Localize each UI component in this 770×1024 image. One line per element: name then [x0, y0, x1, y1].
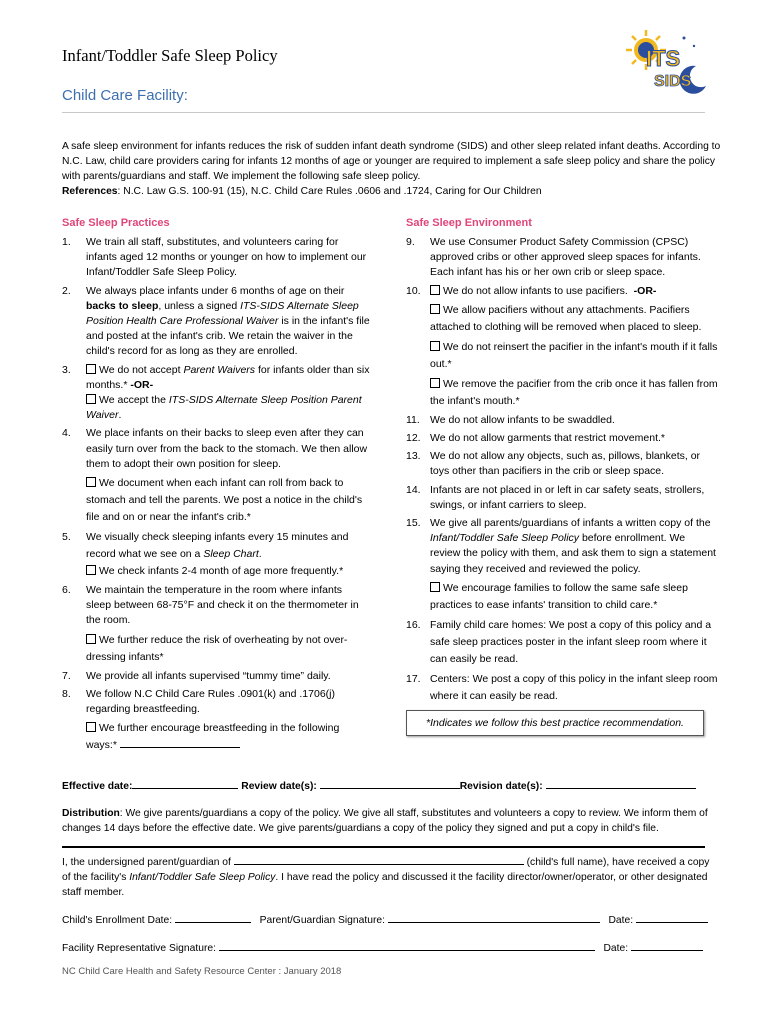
or-label: -OR- [633, 284, 657, 297]
item-number: 1. [62, 236, 71, 248]
facility-name-line[interactable] [62, 112, 705, 113]
checkbox[interactable] [86, 722, 96, 732]
checkbox[interactable] [86, 565, 96, 575]
revision-date-label: Revision date(s): [459, 781, 543, 792]
sub-option-text: We document when each infant can roll from back to stomach and tell the parents. We post a notice in the child's file and on or near the infant's crib.* [86, 477, 363, 524]
checkbox[interactable] [430, 304, 440, 314]
parent-signature-field[interactable] [388, 912, 600, 923]
item-number: 8. [62, 687, 71, 700]
sub-option-text: We allow pacifiers without any attachments. Pacifiers attached to clothing will be removed when placed to sleep. [430, 303, 702, 333]
facility-signature-label: Facility Representative Signature: [62, 943, 216, 954]
breastfeeding-ways-field[interactable] [120, 737, 240, 748]
list-item [406, 617, 718, 668]
consent-text-italic: Infant/Toddler Safe Sleep Policy [129, 872, 276, 883]
its-sids-logo [626, 28, 716, 94]
enrollment-row [62, 912, 712, 926]
consent-text: . I have read the policy and discussed it the facility director/owner/operator, or other designated staff member. [62, 872, 708, 898]
checkbox[interactable] [86, 477, 96, 487]
item-number: 11. [406, 413, 420, 426]
item-text-italic: ITS-SIDS Alternate Sleep Position Parent Waiver [86, 394, 362, 422]
practices-heading: Safe Sleep Practices [62, 217, 170, 229]
item-text: We follow N.C Child Care Rules .0901(k) and .1706(j) regarding breastfeeding. [86, 687, 335, 716]
consent-text: (child's full name), have received a copy of the facility's [62, 857, 710, 883]
item-text-italic: ITS-SIDS Alternate Sleep Position Health Care Professional Waiver [86, 299, 359, 328]
list-item [406, 483, 718, 513]
distribution-paragraph [62, 806, 712, 836]
checkbox[interactable] [430, 582, 440, 592]
sub-option [406, 339, 718, 373]
list-item [406, 516, 718, 577]
item-text: is in the infant's file and posted at the infant's crib. We retain the waiver in the child's record for as long as they are enrolled. [86, 315, 370, 358]
facility-date-field[interactable] [631, 940, 703, 951]
sub-option-text: We further encourage breastfeeding in the following ways:* [86, 722, 340, 752]
effective-date-label: Effective date: [62, 781, 133, 792]
intro-text: A safe sleep environment for infants reduces the risk of sudden infant death syndrome (SIDS) and other sleep related infant deaths. According to N.C. Law, child care providers caring for infants 12 months of age or younger are required to implement a safe sleep policy and share the policy with parents/guardians and staff. We implement the following safe sleep policy. [62, 141, 721, 182]
document-title: Infant/Toddler Safe Sleep Policy [62, 46, 278, 65]
logo-text-top: ITS [646, 46, 681, 71]
parent-date-field[interactable] [636, 912, 708, 923]
item-text: We provide all infants supervised “tummy time” daily. [86, 669, 331, 682]
distribution-text: : We give parents/guardians a copy of the policy. We give all staff, substitutes and volunteers a copy to review. We inform them of changes 14 days before the effective date. We give parents/guardians a copy of the policy they signed and put a copy in child's file. [62, 808, 708, 834]
sub-option [406, 376, 718, 410]
list-item [62, 583, 370, 629]
checkbox[interactable] [86, 364, 96, 374]
list-item [62, 529, 370, 580]
enrollment-date-field[interactable] [175, 912, 251, 923]
list-item [62, 235, 370, 281]
sub-option-text: We check infants 2-4 month of age more frequently.* [99, 565, 344, 578]
item-number: 10. [406, 284, 421, 297]
dates-row [62, 778, 712, 792]
item-number: 15. [406, 517, 421, 530]
list-item [406, 413, 718, 428]
enrollment-date-label: Child's Enrollment Date: [62, 915, 173, 926]
list-item [406, 671, 718, 705]
revision-date-field[interactable] [546, 778, 696, 789]
item-text-italic: Sleep Chart [203, 548, 259, 561]
item-text: We do not accept [99, 363, 184, 376]
item-number: 7. [62, 669, 71, 682]
review-date-label: Review date(s): [241, 781, 317, 792]
logo-text-bottom: SIDS [654, 73, 692, 90]
item-number: 2. [62, 284, 71, 297]
footer-text: NC Child Care Health and Safety Resource Center : January 2018 [62, 966, 342, 977]
checkbox[interactable] [430, 378, 440, 388]
intro-paragraph [62, 139, 722, 199]
item-text: , unless a signed [158, 299, 241, 312]
item-text: We train all staff, substitutes, and volunteers caring for infants aged 12 months or younger on how to implement our Infant/Toddler Safe Sleep Policy. [86, 236, 367, 279]
item-number: 6. [62, 584, 71, 597]
sub-option-text: We further reduce the risk of overheating by not over-dressing infants* [86, 633, 348, 663]
list-item [406, 431, 718, 446]
logo-graphic [626, 28, 716, 94]
sub-option-text: We do not reinsert the pacifier in the infant's mouth if it falls out.* [430, 340, 718, 370]
consent-paragraph [62, 854, 712, 900]
item-text: Centers: We post a copy of this policy in the infant sleep room where it can easily be read. [430, 672, 718, 702]
distribution-label: Distribution [62, 808, 120, 819]
list-item [62, 284, 370, 360]
item-number: 13. [406, 450, 421, 463]
list-item [62, 687, 370, 717]
sub-option [62, 720, 370, 754]
item-number: 5. [62, 531, 71, 544]
facility-signature-row [62, 940, 712, 954]
item-number: 16. [406, 618, 421, 631]
item-number: 4. [62, 427, 71, 440]
item-text: We place infants on their backs to sleep even after they can easily turn over from the back to the stomach. We then allow them to adopt their own position for sleep. [86, 427, 368, 470]
item-text: We do not allow infants to use pacifiers. [443, 284, 628, 297]
divider [62, 846, 705, 848]
sub-option-text: We encourage families to follow the same safe sleep practices to ease infants' transition to child care.* [430, 581, 688, 611]
item-text: We use Consumer Product Safety Commission (CPSC) approved cribs or other approved sleep spaces for infants. Each infant has his or her own crib or sleep space. [430, 236, 701, 279]
item-text: Family child care homes: We post a copy of this policy and a safe sleep practices poster in the infant sleep room where it can easily be read. [430, 618, 712, 665]
consent-text: I, the undersigned parent/guardian of [62, 857, 234, 868]
checkbox[interactable] [86, 634, 96, 644]
item-number: 3. [62, 363, 71, 376]
item-text-italic: Infant/Toddler Safe Sleep Policy [430, 532, 580, 545]
item-text: for infants older than six months.* [86, 363, 370, 391]
item-text: . [258, 548, 262, 561]
facility-signature-field[interactable] [219, 940, 595, 951]
list-item [62, 426, 370, 472]
item-number: 14. [406, 483, 421, 496]
item-number: 9. [406, 236, 415, 248]
references-label: References [62, 186, 118, 197]
references-text: : N.C. Law G.S. 100-91 (15), N.C. Child Care Rules .0606 and .1724, Caring for Our Children [117, 186, 542, 197]
checkbox[interactable] [430, 341, 440, 351]
best-practice-note: *Indicates we follow this best practice recommendation. [406, 710, 704, 736]
item-text: before enrollment. We review the policy with them, and ask them to sign a statement saying they received and reviewed the policy. [430, 532, 716, 575]
facility-label: Child Care Facility: [62, 87, 188, 104]
date-label: Date: [608, 915, 634, 926]
date-label: Date: [603, 943, 629, 954]
list-item [406, 235, 718, 281]
checkbox[interactable] [430, 285, 440, 295]
parent-signature-label: Parent/Guardian Signature: [259, 915, 385, 926]
child-name-field[interactable] [234, 854, 524, 865]
item-text: We visually check sleeping infants every 15 minutes and record what we see on a [86, 531, 349, 561]
item-text: We give all parents/guardians of infants a written copy of the [430, 517, 711, 530]
item-text: . [118, 409, 122, 422]
list-item [406, 449, 718, 479]
item-text-bold: backs to sleep [86, 299, 159, 312]
sub-option [62, 475, 370, 526]
sub-option [62, 632, 370, 666]
sub-option-text: We remove the pacifier from the crib once it has fallen from the infant's mouth.* [430, 377, 718, 407]
effective-date-field[interactable] [132, 778, 238, 789]
list-item [62, 669, 370, 684]
item-text: We maintain the temperature in the room where infants sleep between 68-75°F and check it on the thermometer in the room. [86, 584, 359, 627]
item-text-italic: Parent Waivers [183, 363, 256, 376]
list-item [406, 284, 718, 299]
item-text: We do not allow infants to be swaddled. [430, 413, 615, 426]
environment-list [406, 235, 718, 708]
item-text: We accept the [99, 394, 169, 407]
sub-option [406, 302, 718, 336]
practices-list [62, 235, 370, 757]
item-text: We do not allow any objects, such as, pillows, blankets, or toys other than pacifiers in the crib or sleep space. [430, 450, 701, 478]
or-label: -OR- [130, 378, 154, 391]
item-text: Infants are not placed in or left in car safety seats, strollers, swings, or infant carriers to sleep. [430, 483, 705, 511]
checkbox[interactable] [86, 394, 96, 404]
environment-heading: Safe Sleep Environment [406, 217, 532, 229]
item-number: 17. [406, 672, 421, 685]
sub-option [406, 580, 718, 614]
item-number: 12. [406, 432, 421, 445]
list-item [62, 363, 370, 424]
item-text: We always place infants under 6 months of age on their [86, 284, 345, 297]
review-date-field[interactable] [320, 778, 460, 789]
item-text: We do not allow garments that restrict movement.* [430, 432, 665, 445]
